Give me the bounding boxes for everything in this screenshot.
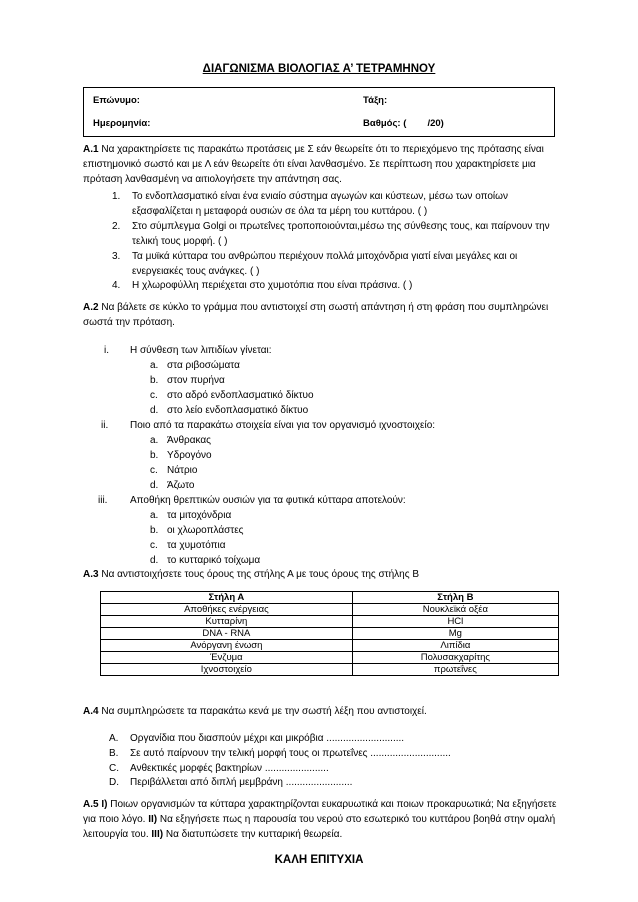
column-a-cell: Ένζυμα [101, 652, 353, 664]
column-b-header: Στήλη Β [352, 592, 558, 604]
a4-intro-text: Να συμπληρώσετε τα παρακάτω κενά με την σωστή λέξη που αντιστοιχεί. [98, 706, 427, 717]
a2-question-number: i. [104, 345, 109, 356]
a2-intro-text: Να βάλετε σε κύκλο το γράμμα που αντιστοιχεί στη σωστή απάντηση ή στη φράση που συμπληρώνει σωστά την πρόταση. [83, 302, 549, 328]
a2-question-text: Ποιο από τα παρακάτω στοιχεία είναι για τον οργανισμό ιχνοστοιχείο: [130, 420, 436, 431]
option-letter: c. [150, 465, 158, 476]
a1-item-line: εξασφαλίζεται η μεταφορά ουσιών σε όλα τα μέρη του κυττάρου. ( ) [132, 206, 428, 217]
closing-message: ΚΑΛΗ ΕΠΙΤΥΧΙΑ [274, 854, 364, 866]
a2-question-number: iii. [98, 495, 108, 506]
grade-label: Βαθμός: ( /20) [363, 118, 444, 129]
option-letter: a. [150, 435, 159, 446]
a2-question-number: ii. [101, 420, 109, 431]
option-text: Άζωτο [167, 480, 195, 491]
a4-item-text: Περιβάλλεται από διπλή μεμβράνη ........................ [130, 777, 353, 788]
exam-title: ΔΙΑΓΩΝΙΣΜΑ ΒΙΟΛΟΓΙΑΣ Α’ ΤΕΤΡΑΜΗΝΟΥ [202, 63, 436, 75]
column-a-cell: Ιχνοστοιχείο [101, 664, 353, 676]
a1-item-line: Η χλωροφύλλη περιέχεται στο χυμοτόπια που είναι πράσινα. ( ) [132, 280, 413, 291]
a3-label: Α.3 [83, 569, 99, 580]
student-info-box [83, 87, 555, 137]
a4-item-letter: D. [109, 777, 119, 788]
a3-intro-text: Να αντιστοιχήσετε τους όρους της στήλης Α με τους όρους της στήλης Β [98, 569, 420, 580]
a2-intro [83, 300, 559, 330]
matching-table [100, 591, 559, 676]
table-header-row [101, 592, 559, 604]
column-b-cell: HCl [352, 616, 558, 628]
option-text: στο λείο ενδοπλασματικό δίκτυο [167, 405, 309, 416]
a3-intro [83, 567, 559, 582]
option-text: οι χλωροπλάστες [167, 525, 244, 536]
column-a-cell: Αποθήκες ενέργειας [101, 604, 353, 616]
option-letter: b. [150, 375, 159, 386]
a4-label: Α.4 [83, 706, 99, 717]
column-b-cell: Νουκλεϊκά οξέα [352, 604, 558, 616]
table-row [101, 628, 559, 640]
surname-label: Επώνυμο: [93, 95, 140, 106]
a1-item-line: ενεργειακές τους ανάγκες. ( ) [132, 266, 260, 277]
option-letter: a. [150, 360, 159, 371]
a5-part1: Ποιων οργανισμών τα κύτταρα χαρακτηρίζονται ευκαρυωτικά και ποιων προκαρυωτικά; Να εξηγήσετε για ποιο λόγο. [83, 799, 557, 825]
option-letter: d. [150, 480, 159, 491]
column-a-cell: DNA - RNA [101, 628, 353, 640]
column-b-cell: Λιπίδια [352, 640, 558, 652]
a1-item-line: Το ενδοπλασματικό είναι ένα ενιαίο σύστημα αγωγών και κύστεων, μέσω των οποίων [132, 191, 508, 202]
a4-item-text: Σε αυτό παίρνουν την τελική μορφή τους οι πρωτεΐνες ............................. [130, 748, 451, 759]
column-a-cell: Κυτταρίνη [101, 616, 353, 628]
column-a-header: Στήλη Α [101, 592, 353, 604]
option-letter: c. [150, 390, 158, 401]
date-label: Ημερομηνία: [93, 118, 151, 129]
option-text: στα ριβοσώματα [167, 360, 240, 371]
table-row [101, 664, 559, 676]
option-text: στο αδρό ενδοπλασματικό δίκτυο [167, 390, 314, 401]
table-row [101, 652, 559, 664]
a5-paragraph [83, 797, 559, 842]
option-text: το κυτταρικό τοίχωμα [167, 555, 261, 566]
option-letter: a. [150, 510, 159, 521]
column-b-cell: πρωτεΐνες [352, 664, 558, 676]
a4-item-letter: A. [109, 733, 119, 744]
column-b-cell: Mg [352, 628, 558, 640]
a1-intro-text: Να χαρακτηρίσετε τις παρακάτω προτάσεις με Σ εάν θεωρείτε ότι το περιεχόμενο της πρότασης είναι επιστημονικό σωστό και με Λ εάν θεωρείτε ότι είναι λανθασμένο. Σε περίπτωση που χαρακτηρίσετε μια πρόταση λανθασμένη να αιτιολογήσετε την απάντηση σας. [83, 144, 544, 185]
a5-label-iii: III) [151, 829, 164, 840]
column-a-cell: Ανόργανη ένωση [101, 640, 353, 652]
a5-part2: Να εξηγήσετε πως η παρουσία του νερού στο εσωτερικό του κυττάρου βοηθά στην ομαλή λειτουργία του. [83, 814, 556, 840]
column-b-cell: Πολυσακχαρίτης [352, 652, 558, 664]
option-letter: c. [150, 540, 158, 551]
option-text: τα χυμοτόπια [167, 540, 226, 551]
a1-item-number: 1. [112, 191, 121, 202]
table-row [101, 616, 559, 628]
option-letter: d. [150, 555, 159, 566]
table-row [101, 640, 559, 652]
a1-item-number: 3. [112, 251, 121, 262]
a1-item-line: Τα μυϊκά κύτταρα του ανθρώπου περιέχουν πολλά μιτοχόνδρια γιατί είναι μεγάλες και οι [132, 251, 518, 262]
a4-item-text: Οργανίδια που διασπούν μέχρι και μικρόβια ............................ [130, 733, 405, 744]
a1-label: Α.1 [83, 144, 99, 155]
a1-item-number: 2. [112, 221, 121, 232]
a1-item-line: τελική τους μορφή. ( ) [132, 236, 228, 247]
option-letter: b. [150, 525, 159, 536]
option-text: τα μιτοχόνδρια [167, 510, 232, 521]
a5-label-ii: II) [148, 814, 158, 825]
a1-intro [83, 142, 559, 187]
option-text: στον πυρήνα [167, 375, 225, 386]
a2-label: Α.2 [83, 302, 99, 313]
option-text: Υδρογόνο [167, 450, 212, 461]
class-label: Τάξη: [363, 95, 388, 106]
table-row [101, 604, 559, 616]
a4-intro [83, 704, 559, 719]
option-text: Άνθρακας [167, 435, 212, 446]
a1-item-number: 4. [112, 280, 121, 291]
a5-label: Α.5 I) [83, 799, 108, 810]
a4-item-text: Ανθεκτικές μορφές βακτηρίων ....................... [130, 763, 329, 774]
a5-part3: Να διατυπώσετε την κυτταρική θεωρεία. [163, 829, 343, 840]
a1-item-line: Στο σύμπλεγμα Golgi οι πρωτεΐνες τροποποιούνται,μέσω της σύνθεσης τους, και παίρνουν την [132, 221, 550, 232]
option-letter: b. [150, 450, 159, 461]
a2-question-text: Η σύνθεση των λιπιδίων γίνεται: [130, 345, 272, 356]
a4-item-letter: C. [109, 763, 119, 774]
a2-question-text: Αποθήκη θρεπτικών ουσιών για τα φυτικά κύτταρα αποτελούν: [130, 495, 406, 506]
option-letter: d. [150, 405, 159, 416]
option-text: Νάτριο [167, 465, 198, 476]
a4-item-letter: B. [109, 748, 119, 759]
